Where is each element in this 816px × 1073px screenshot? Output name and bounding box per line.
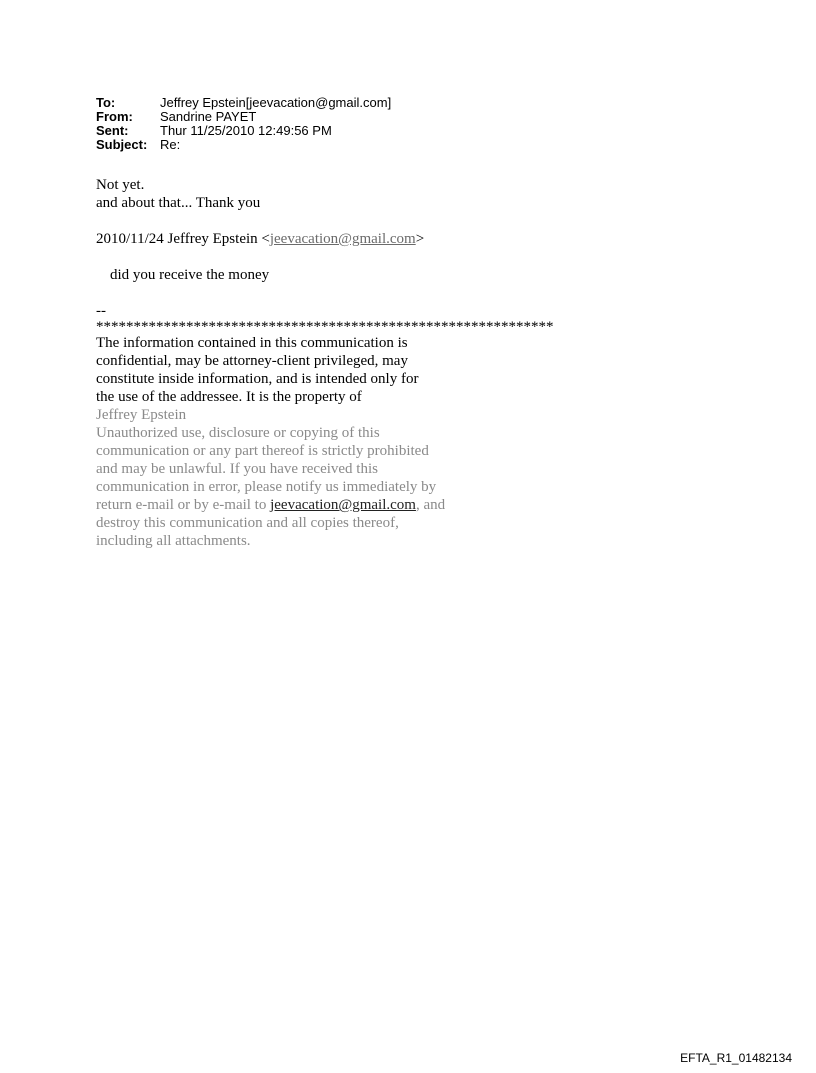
disclaimer-line: confidential, may be attorney-client privileged, may bbox=[96, 353, 408, 369]
from-value: Sandrine PAYET bbox=[160, 109, 257, 124]
disclaimer-gray-line: Unauthorized use, disclosure or copying of this bbox=[96, 425, 380, 441]
disclaimer-line: constitute inside information, and is intended only for bbox=[96, 371, 419, 387]
return-suffix: , and bbox=[415, 497, 446, 513]
disclaimer-gray-line: destroy this communication and all copies thereof, bbox=[96, 515, 399, 531]
spacer bbox=[96, 284, 716, 302]
sent-label: Sent: bbox=[96, 123, 129, 138]
message-line-1: Not yet. bbox=[96, 177, 145, 193]
to-label: To: bbox=[96, 95, 116, 110]
spacer bbox=[96, 248, 716, 266]
disclaimer-gray-line: including all attachments. bbox=[96, 533, 251, 549]
return-email-link[interactable]: jeevacation@gmail.com bbox=[270, 497, 416, 513]
disclaimer-line: The information contained in this communication is bbox=[96, 335, 408, 351]
from-row bbox=[96, 110, 391, 124]
attribution-prefix: 2010/11/24 Jeffrey Epstein < bbox=[96, 231, 270, 247]
return-prefix: return e-mail or by e-mail to bbox=[96, 497, 271, 513]
quoted-text: did you receive the money bbox=[110, 267, 270, 283]
message-line-2: and about that... Thank you bbox=[96, 195, 261, 211]
disclaimer-gray-line: and may be unlawful. If you have received this bbox=[96, 461, 378, 477]
signature-separator: -- bbox=[96, 303, 106, 319]
email-body bbox=[96, 176, 716, 550]
subject-row bbox=[96, 138, 391, 152]
quote-attribution bbox=[96, 230, 716, 248]
signature-stars: ************************************************************* bbox=[96, 320, 554, 334]
attribution-suffix: > bbox=[415, 231, 425, 247]
spacer bbox=[96, 212, 716, 230]
disclaimer-gray-line: communication or any part thereof is strictly prohibited bbox=[96, 443, 429, 459]
disclaimer-gray-line: Jeffrey Epstein bbox=[96, 407, 187, 423]
from-label: From: bbox=[96, 109, 133, 124]
attribution-email-link[interactable]: jeevacation@gmail.com bbox=[269, 231, 416, 247]
disclaimer-return-line bbox=[96, 496, 716, 514]
subject-value: Re: bbox=[160, 137, 181, 152]
to-row bbox=[96, 96, 391, 110]
email-header bbox=[96, 96, 391, 152]
disclaimer-gray-line: communication in error, please notify us immediately by bbox=[96, 479, 437, 495]
to-value: Jeffrey Epstein[jeevacation@gmail.com] bbox=[160, 95, 392, 110]
document-id: EFTA_R1_01482134 bbox=[680, 1051, 792, 1065]
disclaimer-line: the use of the addressee. It is the property of bbox=[96, 389, 362, 405]
subject-label: Subject: bbox=[96, 137, 148, 152]
sent-value: Thur 11/25/2010 12:49:56 PM bbox=[160, 123, 332, 138]
sent-row bbox=[96, 124, 391, 138]
